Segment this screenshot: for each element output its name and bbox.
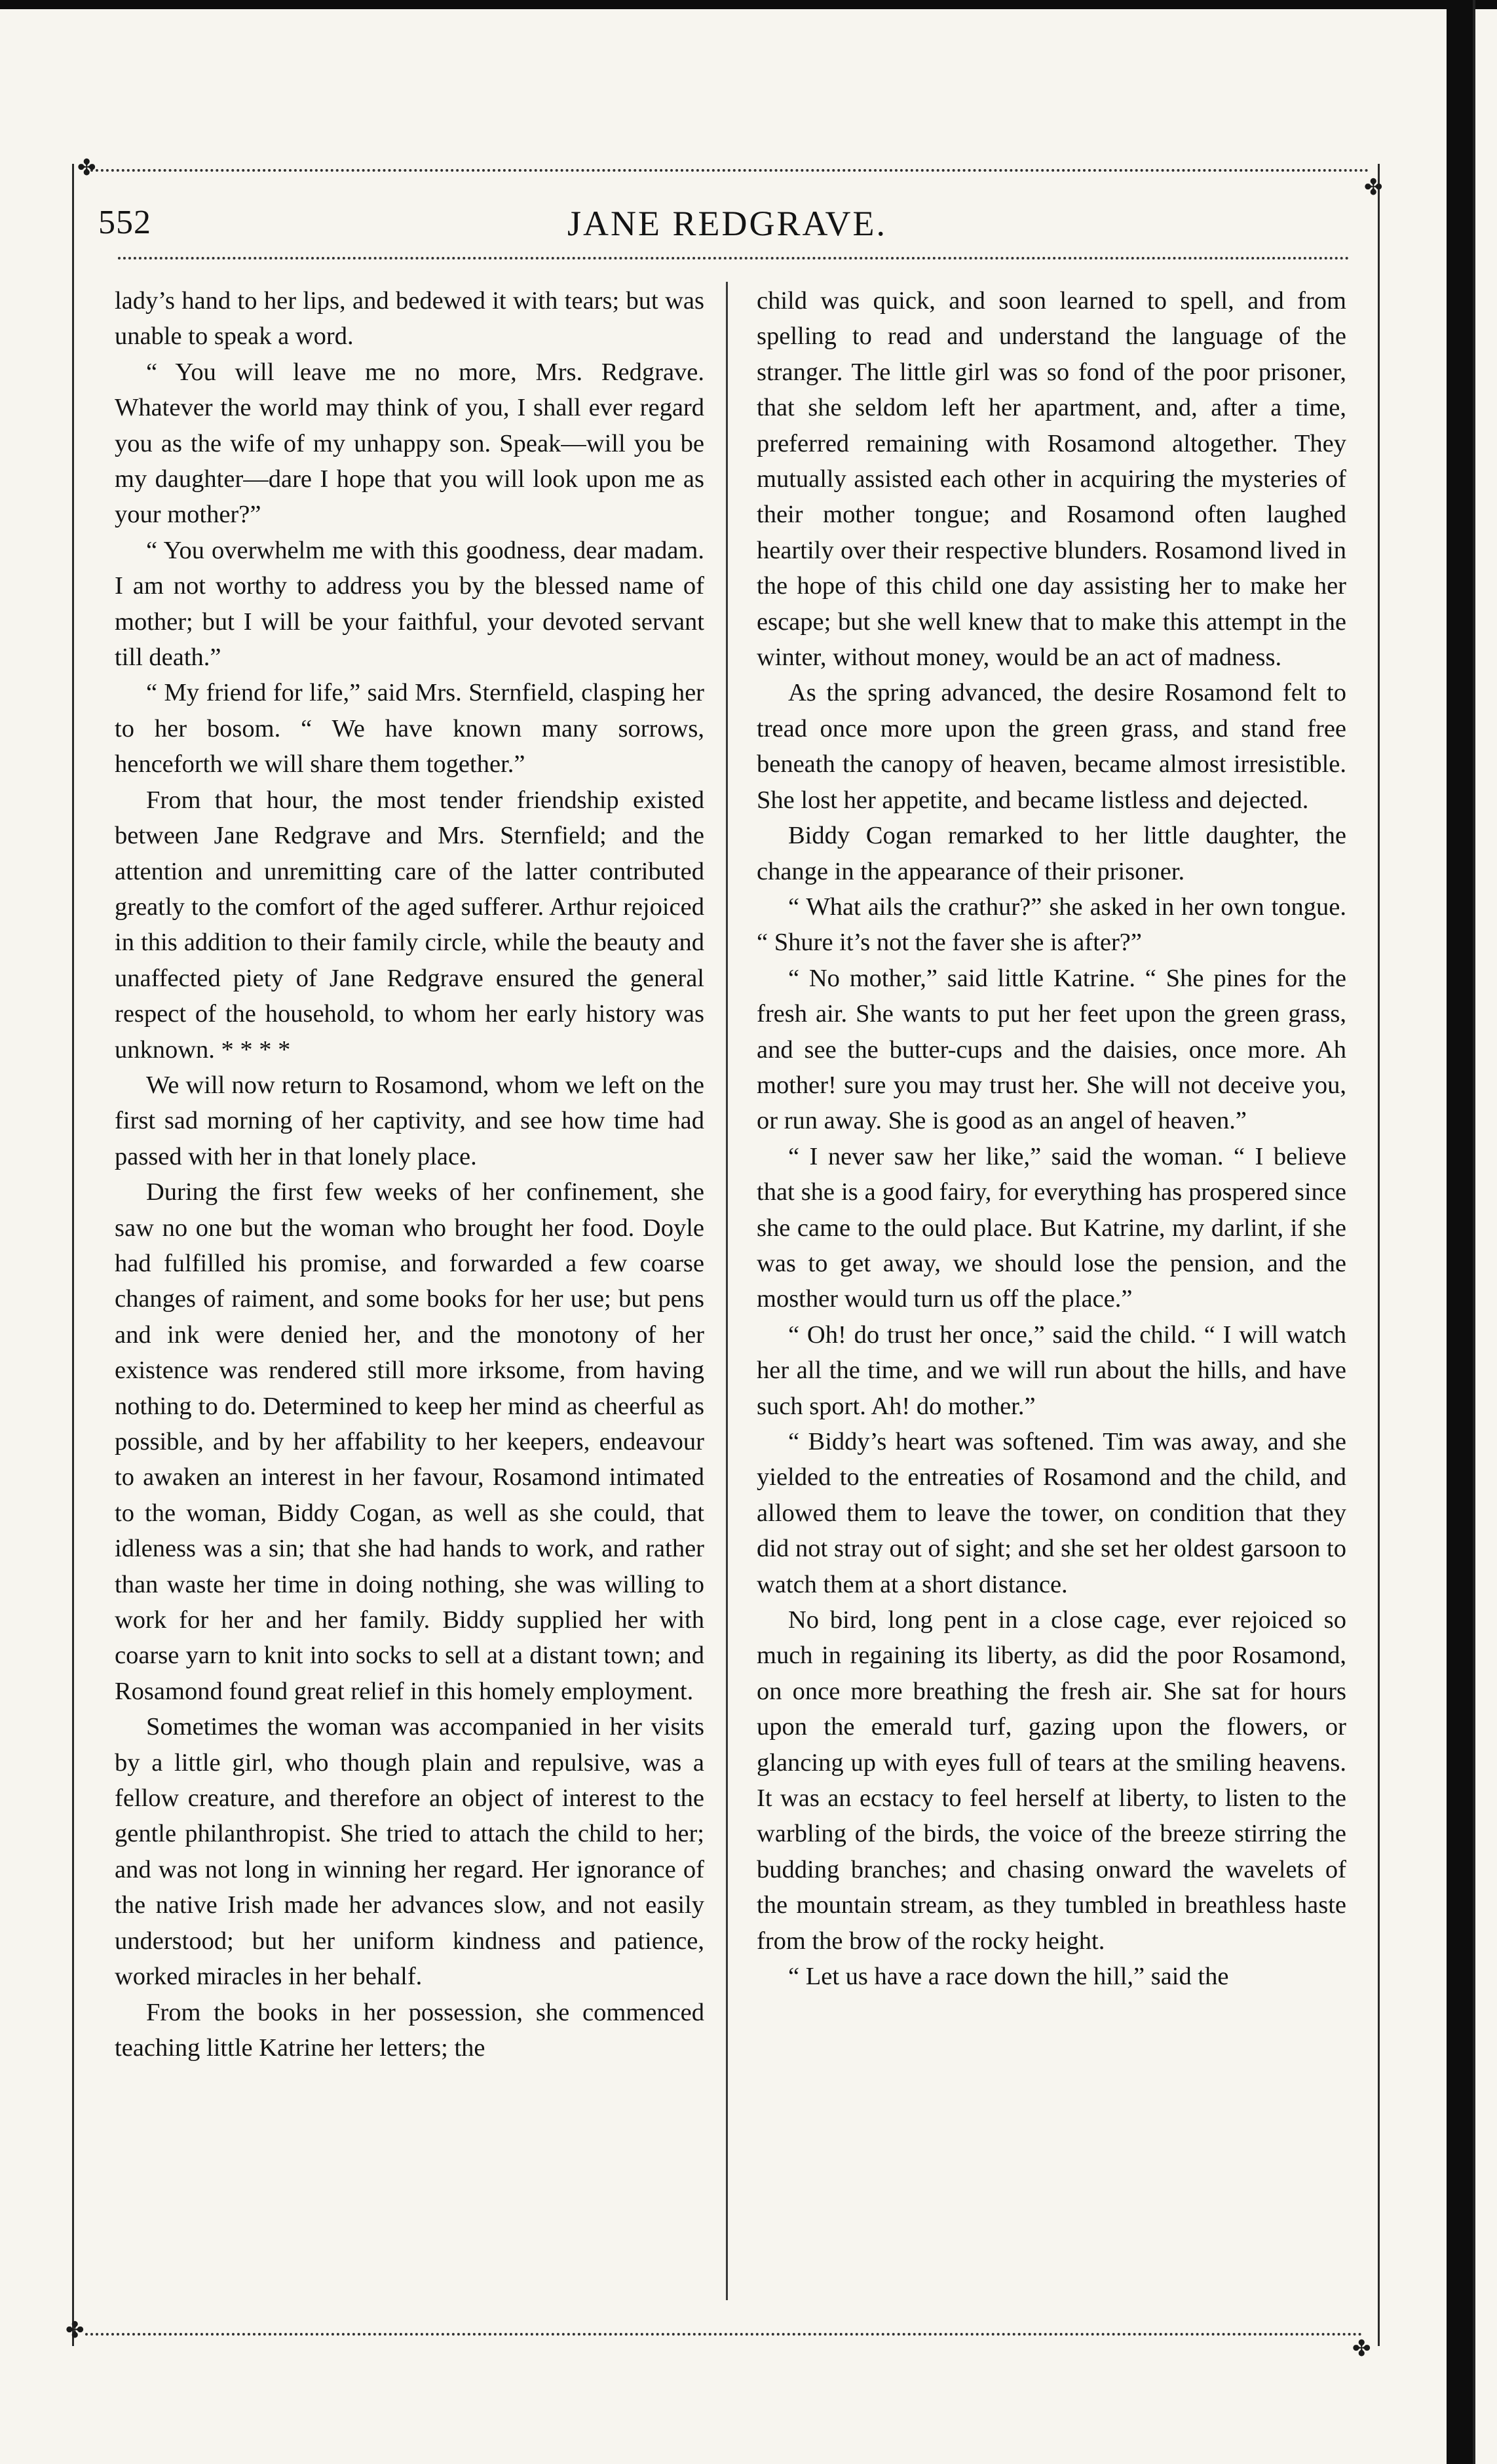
top-border-rule bbox=[85, 169, 1369, 172]
left-paragraph: “ You will leave me no more, Mrs. Redgrave. Whatever the world may think of you, I shall ever regard you as the wife of my unhappy son. Speak—will you be my daughter—dare I hope that you will look upon me as your mother?” bbox=[115, 358, 704, 529]
scan-top-edge bbox=[0, 0, 1497, 9]
right-paragraph: “ Oh! do trust her once,” said the child. “ I will watch her all the time, and we will run about the hills, and have such sport. Ah! do mother.” bbox=[757, 1320, 1346, 1420]
right-paragraph: “ Let us have a race down the hill,” said the bbox=[788, 1963, 1229, 1991]
corner-ornament-top-left: ✤ bbox=[77, 156, 96, 180]
right-paragraph: Biddy Cogan remarked to her little daughter, the change in the appearance of their prisoner. bbox=[757, 822, 1346, 885]
header-rule bbox=[118, 257, 1350, 260]
page-number: 552 bbox=[98, 204, 151, 241]
left-paragraph: During the first few weeks of her confinement, she saw no one but the woman who brought her food. Doyle had fulfilled his promise, and forwarded a few coarse changes of raiment, and some books for her use; but pens and ink were denied her, and the monotony of her existence was rendered still more irksome, from having nothing to do. Determined to keep her mind as cheerful as possible, and by her affability to her keepers, endeavour to awaken an interest in her favour, Rosamond intimated to the woman, Biddy Cogan, as well as she could, that idleness was a sin; that she had hands to work, and rather than waste her time in doing nothing, she was willing to work for her and her family. Biddy supplied her with coarse yarn to knit into socks to sell at a distant town; and Rosamond found great relief in this homely employment. bbox=[115, 1178, 704, 1705]
corner-ornament-top-right: ✤ bbox=[1364, 176, 1383, 200]
left-paragraph: From that hour, the most tender friendship existed between Jane Redgrave and Mrs. Sternfield; and the attention and unremitting care of the latter contributed greatly to the comfort of the aged sufferer. Arthur rejoiced in this addition to their family circle, while the beauty and unaffected piety of Jane Redgrave ensured the general respect of the household, to whom her early history was unknown. * * * * bbox=[115, 786, 704, 1064]
right-paragraph: “ Biddy’s heart was softened. Tim was away, and she yielded to the entreaties of Rosamond and the child, and allowed them to leave the tower, on condition that they did not stray out of sight; and she set her oldest garsoon to watch them at a short distance. bbox=[757, 1428, 1346, 1598]
left-paragraph: We will now return to Rosamond, whom we left on the first sad morning of her captivity, and see how time had passed with her in that lonely place. bbox=[115, 1071, 704, 1170]
page-header bbox=[98, 197, 1356, 249]
right-paragraph: No bird, long pent in a close cage, ever rejoiced so much in regaining its liberty, as did the poor Rosamond, on once more breathing the fresh air. She sat for hours upon the emerald turf, gazing upon the flowers, or glancing up with eyes full of tears at the smiling heavens. It was an ecstacy to feel herself at liberty, to listen to the warbling of the birds, the voice of the breeze stirring the budding branches; and chasing onward the wavelets of the mountain stream, as they tumbled in breathless haste from the brow of the rocky height. bbox=[757, 1606, 1346, 1955]
left-paragraph: Sometimes the woman was accompanied in her visits by a little girl, who though plain and repulsive, was a fellow creature, and therefore an object of interest to the gentle philanthropist. She tried to attach the child to her; and was not long in winning her regard. Her ignorance of the native Irish made her advances slow, and not easily understood; but her uniform kindness and patience, worked miracles in her behalf. bbox=[115, 1713, 704, 1991]
left-paragraph: lady’s hand to her lips, and bedewed it with tears; but was unable to speak a word. bbox=[115, 287, 704, 351]
right-paragraph: As the spring advanced, the desire Rosamond felt to tread once more upon the green grass, and stand free beneath the canopy of heaven, became almost irresistible. She lost her appetite, and became listless and dejected. bbox=[757, 679, 1346, 814]
left-column bbox=[115, 283, 704, 2066]
running-title: JANE REDGRAVE. bbox=[567, 204, 888, 243]
left-paragraph: “ My friend for life,” said Mrs. Sternfield, clasping her to her bosom. “ We have known many sorrows, henceforth we will share them together.” bbox=[115, 679, 704, 779]
corner-ornament-bottom-left: ✤ bbox=[66, 2319, 85, 2343]
right-paragraph: “ What ails the crathur?” she asked in her own tongue. “ Shure it’s not the faver she is after?” bbox=[757, 893, 1346, 957]
right-paragraph: “ I never saw her like,” said the woman. “ I believe that she is a good fairy, for everything has prospered since she came to the ould place. But Katrine, my darlint, if she was to get away, we should lose the pension, and the mosther would turn us off the place.” bbox=[757, 1142, 1346, 1313]
left-paragraph: From the books in her possession, she commenced teaching little Katrine her letters; the bbox=[115, 1998, 704, 2062]
corner-ornament-bottom-right: ✤ bbox=[1352, 2337, 1371, 2361]
scan-right-edge bbox=[1447, 0, 1475, 2464]
left-paragraph: “ You overwhelm me with this goodness, dear madam. I am not worthy to address you by the blessed name of mother; but I will be your faithful, your devoted servant till death.” bbox=[115, 536, 704, 672]
right-paragraph: child was quick, and soon learned to spell, and from spelling to read and understand the language of the stranger. The little girl was so fond of the poor prisoner, that she seldom left her apartment, and, after a time, preferred remaining with Rosamond altogether. They mutually assisted each other in acquiring the mysteries of their mother tongue; and Rosamond often laughed heartily over their respective blunders. Rosamond lived in the hope of this child one day assisting her to make her escape; but she well knew that to make this attempt in the winter, without money, would be an act of madness. bbox=[757, 287, 1346, 672]
bottom-border-rule bbox=[85, 2333, 1363, 2336]
right-column bbox=[757, 283, 1346, 1995]
column-divider bbox=[726, 282, 728, 2300]
right-paragraph: “ No mother,” said little Katrine. “ She pines for the fresh air. She wants to put her feet upon the green grass, and see the butter-cups and the daisies, once more. Ah mother! sure you may trust her. She will not deceive you, or run away. She is good as an angel of heaven.” bbox=[757, 964, 1346, 1135]
